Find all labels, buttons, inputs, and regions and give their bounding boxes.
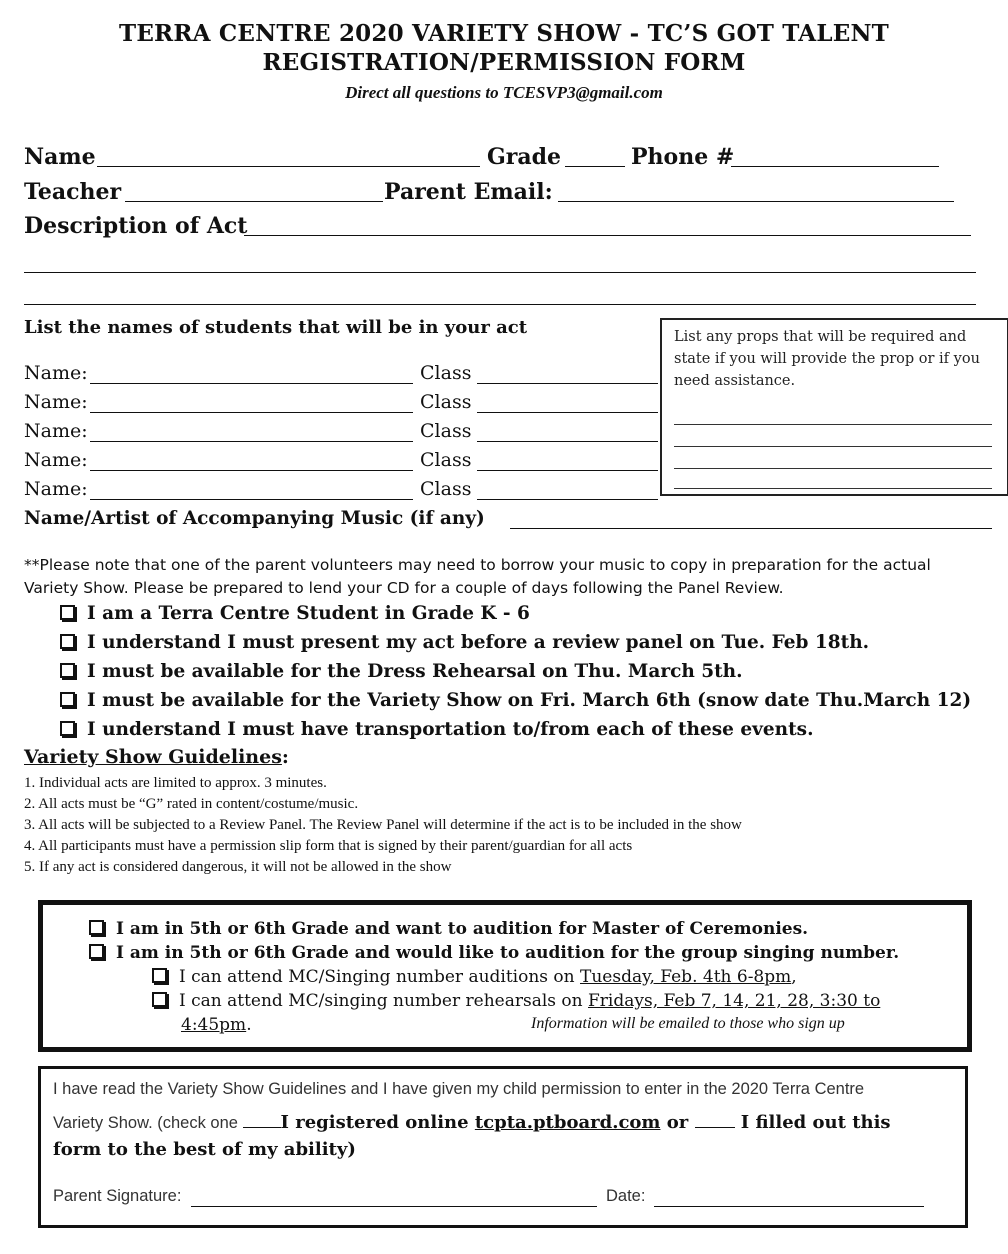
requirement-text: I am a Terra Centre Student in Grade K - 6 bbox=[87, 603, 530, 624]
permission-line2 bbox=[53, 1109, 891, 1133]
online-check-blank[interactable] bbox=[243, 1109, 281, 1128]
filled-check-blank[interactable] bbox=[695, 1109, 735, 1128]
student-class-field[interactable] bbox=[477, 499, 658, 500]
date-field[interactable] bbox=[654, 1206, 924, 1207]
guideline-item: 5. If any act is considered dangerous, it will not be allowed in the show bbox=[24, 859, 452, 875]
or-label: or bbox=[660, 1112, 695, 1133]
attend-auditions-item[interactable] bbox=[152, 967, 797, 987]
student-name-label: Name: bbox=[24, 420, 88, 442]
permission-line1: I have read the Variety Show Guidelines and I have given my child permission to enter in the 2020 Terra Centre bbox=[53, 1080, 865, 1098]
student-name-field[interactable] bbox=[90, 412, 413, 413]
grade-label: Grade bbox=[487, 144, 562, 170]
props-instructions: List any props that will be required and state if you will provide the prop or if you need assistance. bbox=[674, 329, 980, 389]
checkbox-icon[interactable] bbox=[152, 992, 167, 1007]
student-name-label: Name: bbox=[24, 449, 88, 471]
name-label: Name bbox=[24, 144, 96, 170]
rehearsals-date: Fridays, Feb 7, 14, 21, 28, 3:30 to bbox=[588, 991, 881, 1011]
requirement-item[interactable] bbox=[60, 661, 743, 682]
props-box bbox=[660, 318, 1008, 496]
requirement-item[interactable] bbox=[60, 690, 971, 711]
rehearsals-period: . bbox=[246, 1015, 252, 1035]
checkbox-icon[interactable] bbox=[60, 692, 75, 707]
singing-audition-text: I am in 5th or 6th Grade and would like to audition for the group singing number. bbox=[116, 943, 900, 963]
signature-field[interactable] bbox=[191, 1206, 597, 1207]
student-class-label: Class bbox=[420, 449, 472, 471]
info-note: Information will be emailed to those who sign up bbox=[531, 1015, 845, 1032]
props-line[interactable] bbox=[674, 424, 992, 425]
student-name-field[interactable] bbox=[90, 441, 413, 442]
attend-rehearsals-item[interactable] bbox=[152, 991, 880, 1011]
attend-auditions-text: I can attend MC/Singing number auditions on bbox=[179, 967, 581, 987]
attend-rehearsals-text: I can attend MC/singing number rehearsals on bbox=[179, 991, 588, 1011]
student-class-field[interactable] bbox=[477, 383, 658, 384]
grade-field[interactable] bbox=[565, 166, 625, 167]
signature-label: Parent Signature: bbox=[53, 1187, 182, 1205]
student-name-field[interactable] bbox=[90, 383, 413, 384]
parent-email-field[interactable] bbox=[558, 201, 954, 202]
student-name-field[interactable] bbox=[90, 499, 413, 500]
checkbox-icon[interactable] bbox=[89, 920, 104, 935]
guidelines-colon: : bbox=[281, 746, 289, 768]
student-class-field[interactable] bbox=[477, 470, 658, 471]
music-label: Name/Artist of Accompanying Music (if any) bbox=[24, 508, 485, 529]
guidelines-title bbox=[24, 746, 289, 768]
student-class-label: Class bbox=[420, 420, 472, 442]
props-line[interactable] bbox=[674, 446, 992, 447]
check-one-text: Variety Show. (check one bbox=[53, 1114, 243, 1132]
filled-label: I filled out this bbox=[734, 1112, 891, 1133]
phone-field[interactable] bbox=[731, 166, 939, 167]
mc-audition-item[interactable] bbox=[89, 919, 808, 939]
online-label: I registered online bbox=[280, 1112, 475, 1133]
student-name-field[interactable] bbox=[90, 470, 413, 471]
auditions-comma: , bbox=[791, 967, 797, 987]
date-label: Date: bbox=[606, 1187, 646, 1205]
online-url-link[interactable]: tcpta.ptboard.com bbox=[474, 1112, 661, 1133]
requirement-text: I must be available for the Dress Rehearsal on Thu. March 5th. bbox=[87, 661, 743, 682]
student-class-field[interactable] bbox=[477, 412, 658, 413]
requirement-item[interactable] bbox=[60, 603, 530, 624]
student-name-label: Name: bbox=[24, 362, 88, 384]
music-note: **Please note that one of the parent volunteers may need to borrow your music to copy in preparation for the actual Variety Show. Please be prepared to lend your CD for a couple of days following the Panel Review. bbox=[24, 556, 931, 597]
name-field[interactable] bbox=[97, 166, 480, 167]
student-class-field[interactable] bbox=[477, 441, 658, 442]
student-class-label: Class bbox=[420, 391, 472, 413]
checkbox-icon[interactable] bbox=[60, 634, 75, 649]
guideline-item: 4. All participants must have a permission slip form that is signed by their parent/guardian for all acts bbox=[24, 838, 633, 854]
guideline-item: 1. Individual acts are limited to approx. 3 minutes. bbox=[24, 775, 327, 791]
singing-audition-item[interactable] bbox=[89, 943, 899, 963]
parent-email-label: Parent Email: bbox=[384, 179, 553, 205]
teacher-field[interactable] bbox=[125, 201, 383, 202]
rehearsals-date-cont bbox=[181, 1015, 252, 1035]
directions-text: Direct all questions to TCESVP3@gmail.com bbox=[345, 83, 663, 102]
checkbox-icon[interactable] bbox=[60, 605, 75, 620]
checkbox-icon[interactable] bbox=[60, 663, 75, 678]
student-class-label: Class bbox=[420, 478, 472, 500]
description-label: Description of Act bbox=[24, 213, 248, 239]
phone-label: Phone # bbox=[631, 144, 735, 170]
form-title-line2: REGISTRATION/PERMISSION FORM bbox=[262, 49, 746, 76]
auditions-date: Tuesday, Feb. 4th 6-8pm bbox=[580, 967, 792, 987]
student-name-label: Name: bbox=[24, 478, 88, 500]
guidelines-title-text: Variety Show Guidelines bbox=[24, 746, 282, 768]
props-line[interactable] bbox=[674, 468, 992, 469]
requirement-item[interactable] bbox=[60, 632, 869, 653]
permission-box bbox=[38, 1066, 968, 1228]
props-line[interactable] bbox=[674, 488, 992, 489]
student-class-label: Class bbox=[420, 362, 472, 384]
form-title-line1: TERRA CENTRE 2020 VARIETY SHOW - TC’S GOT TALENT bbox=[119, 20, 889, 47]
audition-box bbox=[38, 900, 972, 1052]
students-heading: List the names of students that will be in your act bbox=[24, 317, 528, 338]
student-name-label: Name: bbox=[24, 391, 88, 413]
guideline-item: 3. All acts will be subjected to a Review Panel. The Review Panel will determine if the act is to be included in the show bbox=[24, 817, 742, 833]
description-field[interactable] bbox=[244, 235, 971, 236]
permission-line3: form to the best of my ability) bbox=[53, 1139, 356, 1160]
description-line-3[interactable] bbox=[24, 304, 976, 305]
requirement-text: I understand I must have transportation to/from each of these events. bbox=[87, 719, 814, 740]
teacher-label: Teacher bbox=[24, 179, 122, 205]
mc-audition-text: I am in 5th or 6th Grade and want to audition for Master of Ceremonies. bbox=[116, 919, 809, 939]
music-field[interactable] bbox=[510, 528, 992, 529]
checkbox-icon[interactable] bbox=[152, 968, 167, 983]
guidelines-list bbox=[24, 773, 742, 878]
description-line-2[interactable] bbox=[24, 272, 976, 273]
requirement-text: I understand I must present my act before a review panel on Tue. Feb 18th. bbox=[87, 632, 870, 653]
requirement-text: I must be available for the Variety Show on Fri. March 6th (snow date Thu.March 12) bbox=[87, 690, 972, 711]
requirement-item[interactable] bbox=[60, 719, 814, 740]
rehearsals-time: 4:45pm bbox=[181, 1015, 247, 1035]
checkbox-icon[interactable] bbox=[89, 944, 104, 959]
checkbox-icon[interactable] bbox=[60, 721, 75, 736]
guideline-item: 2. All acts must be “G” rated in content/costume/music. bbox=[24, 796, 359, 812]
